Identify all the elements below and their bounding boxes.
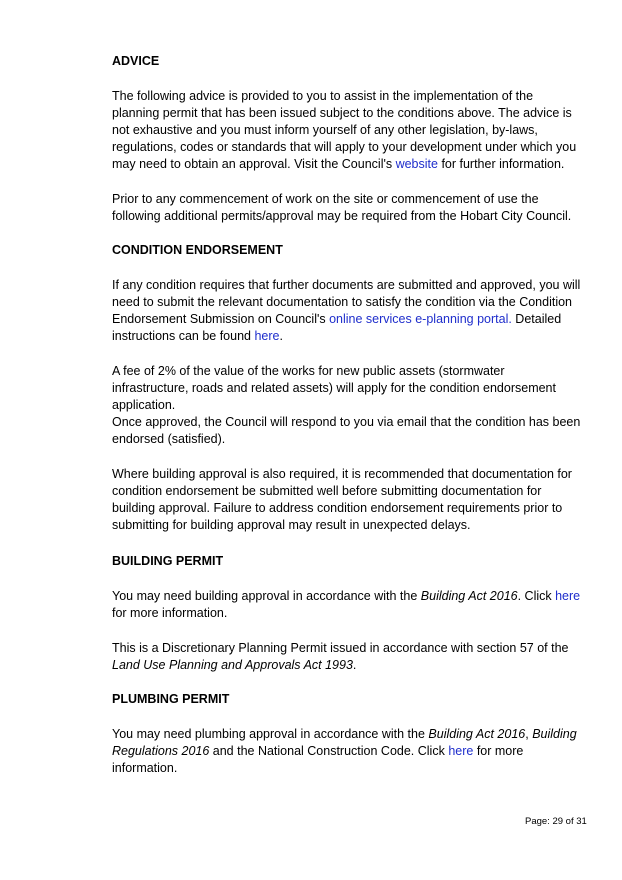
plumbing-paragraph-1: You may need plumbing approval in accordance with the Building Act 2016, Building Regulations 2016 and the National Construction Code. Click here for more information. [112,727,577,775]
condition-paragraph-4: Where building approval is also required, it is recommended that documentation for condition endorsement be submitted well before submitting documentation for building approval. Failure to address condition endorsement requirements prior to submitting for building approval may result in unexpected delays. [112,467,572,532]
condition-paragraph-1: If any condition requires that further documents are submitted and approved, you will need to submit the relevant documentation to satisfy the condition via the Condition Endorsement Submission on Council's online services e-planning portal. Detailed instructions can be found here. [112,278,581,343]
building-paragraph-2: This is a Discretionary Planning Permit issued in accordance with section 57 of the Land Use Planning and Approvals Act 1993. [112,641,569,672]
advice-paragraph-1: The following advice is provided to you to assist in the implementation of the planning permit that has been issued subject to the conditions above. The advice is not exhaustive and you must inform yourself of any other legislation, by-laws, regulations, codes or standards that will apply to your development under which you may need to obtain an approval. Visit the Council's website for further information. [112,89,577,171]
condition-paragraph-2: A fee of 2% of the value of the works for new public assets (stormwater infrastructure, roads and related assets) will apply for the condition endorsement application. [112,364,556,412]
instructions-here-link[interactable]: here [254,329,280,343]
condition-paragraph-3: Once approved, the Council will respond to you via email that the condition has been endorsed (satisfied). [112,415,581,446]
advice-heading: ADVICE [112,54,160,68]
plumbing-info-here-link[interactable]: here [448,744,474,758]
website-link[interactable]: website [395,157,438,171]
condition-endorsement-heading: CONDITION ENDORSEMENT [112,243,283,257]
e-planning-portal-link[interactable]: online services e-planning portal. [329,312,512,326]
building-paragraph-1: You may need building approval in accordance with the Building Act 2016. Click here for more information. [112,589,581,620]
plumbing-permit-heading: PLUMBING PERMIT [112,692,230,706]
building-info-here-link[interactable]: here [555,589,581,603]
advice-paragraph-2: Prior to any commencement of work on the site or commencement of use the following additional permits/approval may be required from the Hobart City Council. [112,192,572,223]
page-number: Page: 29 of 31 [525,816,587,827]
building-permit-heading: BUILDING PERMIT [112,554,224,568]
